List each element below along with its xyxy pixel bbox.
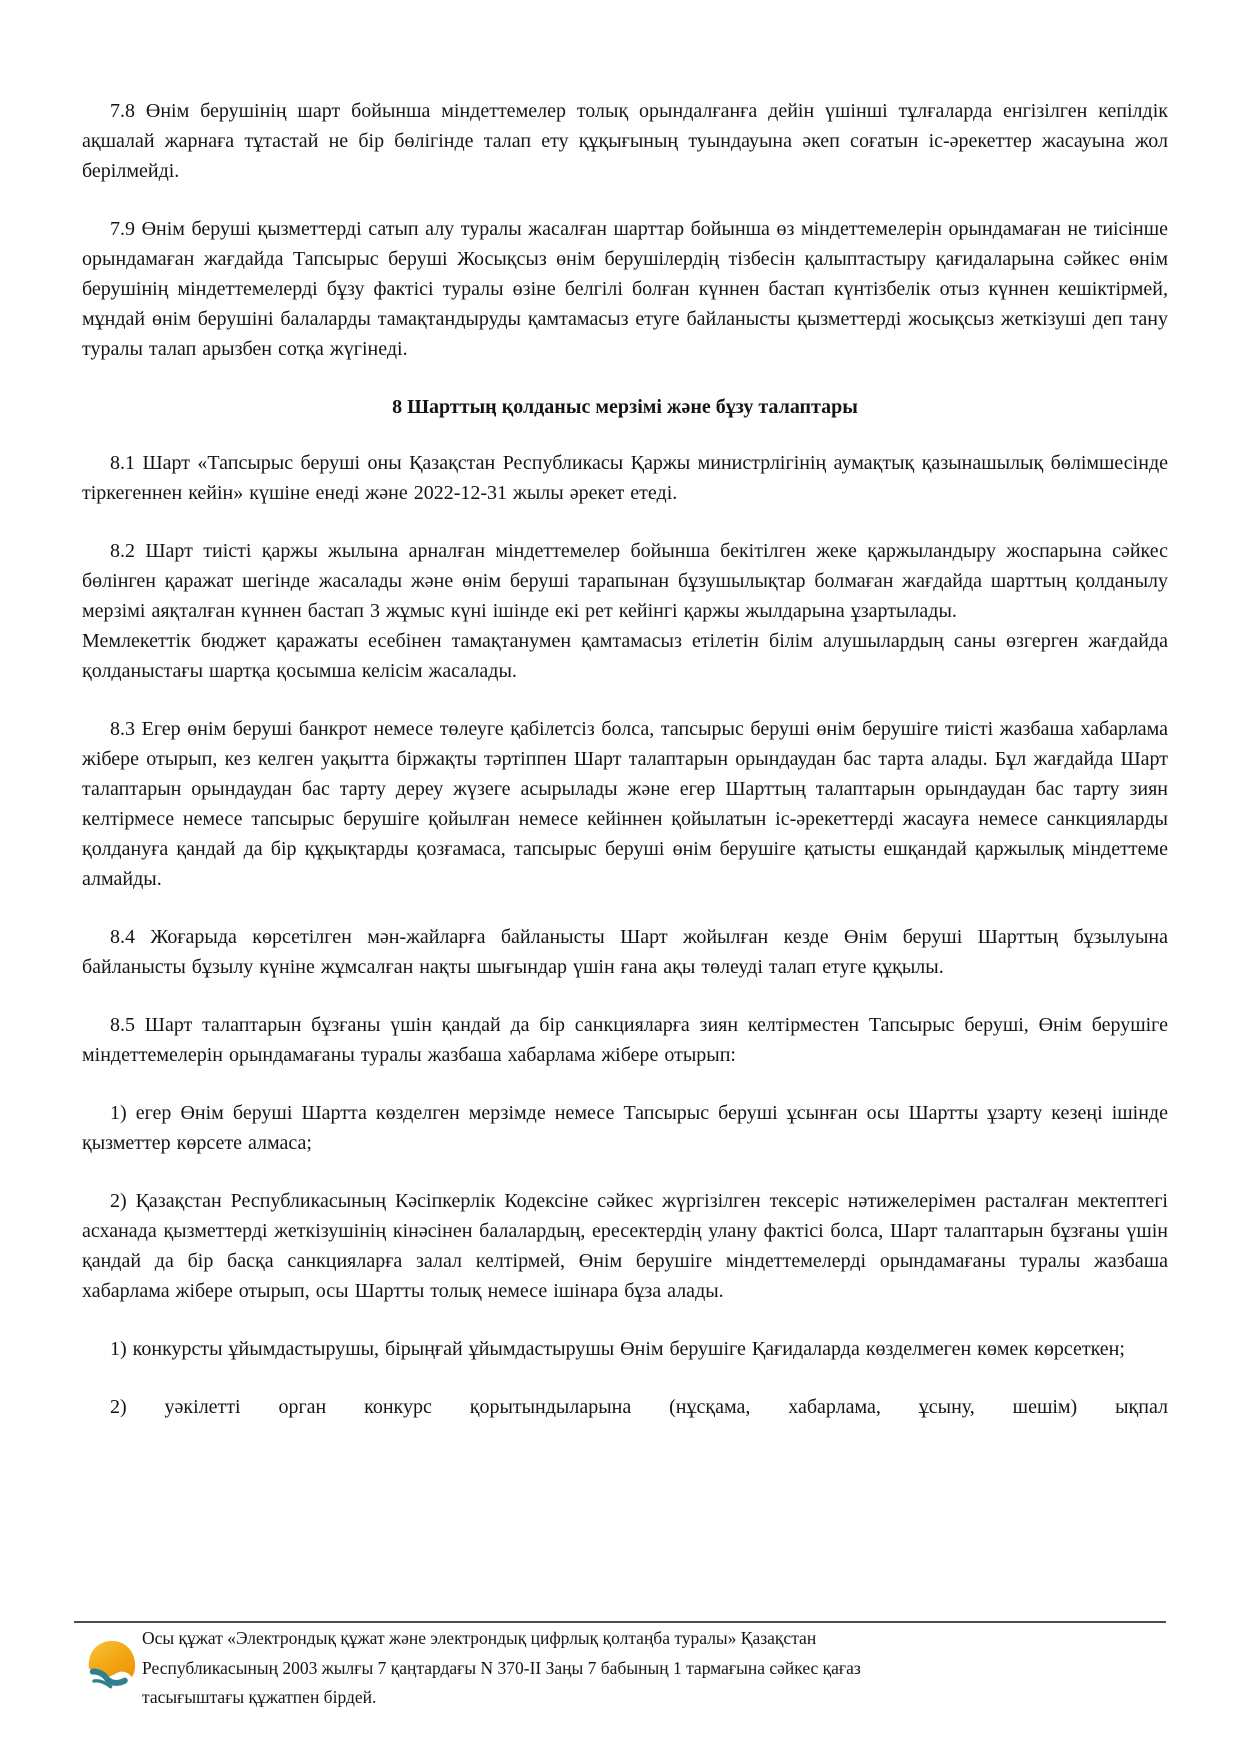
footer-separator-line [74, 1621, 1166, 1623]
clause-item-2-second-cutoff: 2) уәкілетті орган конкурс қорытындыларына (нұсқама, хабарлама, ұсыну, шешім) ықпал [110, 1396, 1168, 1418]
section-8-heading: 8 Шарттың қолданыс мерзімі және бұзу талаптары [392, 396, 858, 418]
paragraph-8-2-continuation: Мемлекеттік бюджет қаражаты есебінен тамақтанумен қамтамасыз етілетін білім алушылардың саны өзгерген жағдайда қолданыстағы шартқа қосымша келісім жасалады. [82, 630, 1168, 682]
esignature-footer [82, 1624, 1002, 1713]
clause-item-2-first: 2) Қазақстан Республикасының Кәсіпкерлік Кодексіне сәйкес жүргізілген тексеріс нәтижелерімен расталған мектептегі асханада қызметтерді жеткізушінің кінәсінен балалардың, ересектердің улану фактісі болса, Шарт талаптарын бұзғаны үшін қандай да бір басқа санкцияларға залал келтірмей, Өнім берушіге міндеттемелерді орындамағаны туралы жазбаша хабарлама жібере отырып, осы Шартты толық немесе ішінара бұза алады. [82, 1190, 1168, 1302]
paragraph-8-5: 8.5 Шарт талаптарын бұзғаны үшін қандай да бір санкцияларға зиян келтірместен Тапсырыс беруші, Өнім берушіге міндеттемелерін орындамағаны туралы жазбаша хабарлама жібере отырып: [82, 1014, 1168, 1066]
paragraph-7-9: 7.9 Өнім беруші қызметтерді сатып алу туралы жасалған шарттар бойынша өз міндеттемелерін орындамаған не тиісінше орындамаған жағдайда Тапсырыс беруші Жосықсыз өнім берушілердің тізбесін қалыптастыру қағидаларына сәйкес өнім берушінің міндеттемелерді бұзу фактісі туралы өзіне белгілі болған күннен бастап күнтізбелік отыз күннен кешіктірмей, мұндай өнім берушіні балаларды тамақтандыруды қамтамасыз етуге байланысты қызметтерді жосықсыз жеткізуші деп тану туралы талап арызбен сотқа жүгінеді. [82, 218, 1168, 360]
paragraph-8-1: 8.1 Шарт «Тапсырыс беруші оны Қазақстан Республикасы Қаржы министрлігінің аумақтық қазынашылық бөлімшесінде тіркегеннен кейін» күшіне енеді және 2022-12-31 жылы әрекет етеді. [82, 452, 1168, 504]
paragraph-8-4: 8.4 Жоғарыда көрсетілген мән-жайларға байланысты Шарт жойылған кезде Өнім беруші Шарттың бұзылуына байланысты бұзылу күніне жұмсалған нақты шығындар үшін ғана ақы төлеуді талап етуге құқылы. [82, 926, 1168, 978]
clause-item-1-first: 1) егер Өнім беруші Шартта көзделген мерзімде немесе Тапсырыс беруші ұсынған осы Шартты ұзарту кезеңі ішінде қызметтер көрсете алмаса; [82, 1102, 1168, 1154]
document-body [82, 96, 1168, 1422]
paragraph-7-8: 7.8 Өнім берушінің шарт бойынша міндеттемелер толық орындалғанға дейін үшінші тұлғаларда енгізілген кепілдік ақшалай жарнаға тұтастай не бір бөлігінде талап ету құқығының туындауына әкеп соғатын іс-әрекеттер жасауына жол берілмейді. [82, 100, 1168, 182]
eds-stamp-icon [82, 1636, 140, 1696]
paragraph-8-3: 8.3 Егер өнім беруші банкрот немесе төлеуге қабілетсіз болса, тапсырыс беруші өнім берушіге тиісті жазбаша хабарлама жібере отырып, кез келген уақытта біржақты тәртіппен Шарт талаптарын орындаудан бас тарта алады. Бұл жағдайда Шарт талаптарын орындаудан бас тарту дереу жүзеге асырылады және егер Шарттың талаптарын орындаудан бас тарту зиян келтірмесе немесе тапсырыс берушіге қойылған немесе кейіннен қойылатын іс-әрекеттерді жасауға немесе санкцияларды қолдануға қандай да бір құқықтарды қозғамаса, тапсырыс беруші өнім берушіге қатысты ешқандай қаржылық міндеттеме алмайды. [82, 718, 1168, 890]
clause-item-1-second: 1) конкурсты ұйымдастырушы, бірыңғай ұйымдастырушы Өнім берушіге Қағидаларда көзделмеген көмек көрсеткен; [110, 1338, 1125, 1360]
paragraph-8-2: 8.2 Шарт тиісті қаржы жылына арналған міндеттемелер бойынша бекітілген жеке қаржыландыру жоспарына сәйкес бөлінген қаражат шегінде жасалады және өнім беруші тарапынан бұзушылықтар болмаған жағдайда шарттың қолданылу мерзімі аяқталған күннен бастап 3 жұмыс күні ішінде екі рет кейінгі қаржы жылдарына ұзартылады. [82, 540, 1168, 622]
esignature-disclaimer: Осы құжат «Электрондық құжат және электрондық цифрлық қолтаңба туралы» Қазақстан Республикасының 2003 жылғы 7 қаңтардағы N 370-II Заңы 7 бабының 1 тармағына сәйкес қағаз тасығыштағы құжатпен бірдей. [142, 1628, 861, 1707]
